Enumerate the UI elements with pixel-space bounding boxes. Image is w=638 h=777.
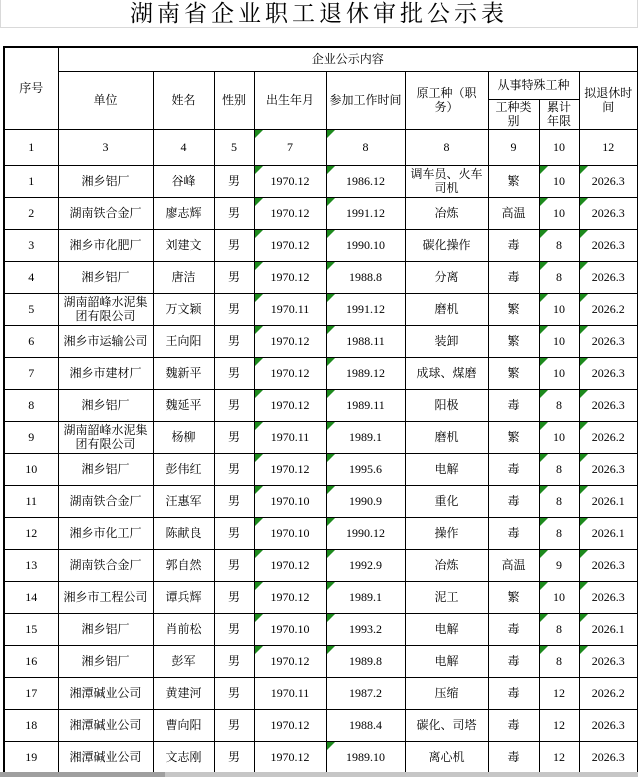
cell-work-start: 1989.1 [326,581,405,613]
cell-birth: 1970.12 [254,165,326,197]
cell-unit: 湘乡市建材厂 [58,357,153,389]
cell-special-type: 繁 [488,165,539,197]
cell-work-start: 1986.12 [326,165,405,197]
cell-special-type: 繁 [488,325,539,357]
cell-birth: 1970.10 [254,613,326,645]
cell-index: 15 [4,613,58,645]
cell-job: 装卸 [405,325,488,357]
cell-name: 汪惠军 [153,485,214,517]
cell-unit: 湘潭碱业公司 [58,741,153,773]
title-gap [0,28,638,46]
cell-special-years: 12 [539,741,579,773]
cell-index: 4 [4,261,58,293]
cell-gender: 男 [214,581,254,613]
cell-special-type: 繁 [488,357,539,389]
cell-special-type: 毒 [488,709,539,741]
col-header-retire-time: 拟退休时间 [579,71,638,129]
cell-gender: 男 [214,709,254,741]
cell-index: 2 [4,197,58,229]
cell-gender: 男 [214,517,254,549]
cell-special-type: 繁 [488,581,539,613]
table-row [4,645,638,677]
cell-retire: 2026.3 [579,645,638,677]
table-row [4,197,638,229]
cell-special-years: 8 [539,613,579,645]
cell-special-years: 8 [539,389,579,421]
cell-birth: 1970.10 [254,485,326,517]
cell-unit: 湘乡铝厂 [58,165,153,197]
cell-special-type: 繁 [488,293,539,325]
cell-unit: 湘乡铝厂 [58,389,153,421]
cell-name: 刘建文 [153,229,214,261]
col-header-work-start: 参加工作时间 [326,71,405,129]
cell-gender: 男 [214,677,254,709]
cell-special-years: 12 [539,709,579,741]
cell-gender: 男 [214,645,254,677]
cell-index: 12 [4,517,58,549]
cell-index: 5 [4,293,58,325]
cell-work-start: 1990.10 [326,229,405,261]
cell-birth: 1970.12 [254,645,326,677]
column-number-cell: 8 [326,129,405,165]
cell-gender: 男 [214,357,254,389]
page-title: 湖南省企业职工退休审批公示表 [130,1,508,26]
cell-retire: 2026.1 [579,517,638,549]
cell-special-type: 毒 [488,389,539,421]
column-number-cell: 3 [58,129,153,165]
cell-retire: 2026.3 [579,229,638,261]
cell-job: 重化 [405,485,488,517]
cell-work-start: 1987.2 [326,677,405,709]
cell-birth: 1970.12 [254,261,326,293]
cell-special-years: 10 [539,197,579,229]
cell-birth: 1970.12 [254,389,326,421]
cell-special-years: 8 [539,485,579,517]
col-header-index: 序号 [4,47,58,129]
cell-job: 阳极 [405,389,488,421]
cell-work-start: 1995.6 [326,453,405,485]
cell-special-type: 毒 [488,453,539,485]
cell-special-years: 8 [539,229,579,261]
cell-job: 碳化、司塔 [405,709,488,741]
cell-special-years: 9 [539,549,579,581]
cell-index: 17 [4,677,58,709]
column-number-cell: 4 [153,129,214,165]
cell-special-type: 毒 [488,261,539,293]
cell-birth: 1970.12 [254,229,326,261]
cell-work-start: 1988.11 [326,325,405,357]
table-row [4,357,638,389]
cell-job: 离心机 [405,741,488,773]
cell-name: 杨柳 [153,421,214,453]
cell-retire: 2026.3 [579,709,638,741]
col-header-birth: 出生年月 [254,71,326,129]
cell-special-years: 12 [539,677,579,709]
column-number-cell: 9 [488,129,539,165]
column-number-cell: 7 [254,129,326,165]
cell-name: 彭伟红 [153,453,214,485]
cell-unit: 湘乡市工程公司 [58,581,153,613]
cell-gender: 男 [214,485,254,517]
cell-special-years: 8 [539,645,579,677]
cell-name: 魏延平 [153,389,214,421]
cell-special-type: 毒 [488,485,539,517]
cell-work-start: 1988.4 [326,709,405,741]
group-header-publicity-content: 企业公示内容 [58,47,638,71]
cell-retire: 2026.2 [579,677,638,709]
cell-index: 18 [4,709,58,741]
column-number-row [4,129,638,165]
cell-job: 电解 [405,645,488,677]
col-header-special-years: 累计年限 [539,99,579,129]
cell-special-years: 10 [539,325,579,357]
col-header-special-type: 工种类别 [488,99,539,129]
cell-birth: 1970.12 [254,549,326,581]
column-number-cell: 1 [4,129,58,165]
table-row [4,613,638,645]
cell-special-type: 繁 [488,421,539,453]
table-row [4,293,638,325]
table-row [4,741,638,773]
cell-job: 电解 [405,453,488,485]
cell-special-type: 毒 [488,229,539,261]
table-row [4,677,638,709]
cell-special-type: 毒 [488,517,539,549]
cell-retire: 2026.3 [579,741,638,773]
cell-special-type: 毒 [488,645,539,677]
cell-retire: 2026.3 [579,325,638,357]
cell-work-start: 1989.10 [326,741,405,773]
column-number-cell: 12 [579,129,638,165]
col-header-name: 姓名 [153,71,214,129]
cell-birth: 1970.12 [254,325,326,357]
cell-job: 冶炼 [405,197,488,229]
cell-birth: 1970.10 [254,517,326,549]
cell-job: 冶炼 [405,549,488,581]
cell-job: 磨机 [405,293,488,325]
bottom-strip [0,772,638,777]
cell-special-type: 高温 [488,549,539,581]
cell-unit: 湖南铁合金厂 [58,485,153,517]
cell-special-years: 10 [539,293,579,325]
cell-unit: 湘乡铝厂 [58,261,153,293]
cell-name: 谷峰 [153,165,214,197]
cell-birth: 1970.12 [254,357,326,389]
cell-index: 6 [4,325,58,357]
col-header-unit: 单位 [58,71,153,129]
cell-special-years: 8 [539,453,579,485]
cell-gender: 男 [214,293,254,325]
cell-name: 谭兵辉 [153,581,214,613]
cell-gender: 男 [214,229,254,261]
cell-birth: 1970.11 [254,421,326,453]
cell-name: 廖志辉 [153,197,214,229]
cell-job: 碳化操作 [405,229,488,261]
cell-name: 魏新平 [153,357,214,389]
cell-retire: 2026.2 [579,421,638,453]
cell-gender: 男 [214,421,254,453]
cell-work-start: 1991.12 [326,293,405,325]
cell-special-type: 毒 [488,613,539,645]
cell-unit: 湘潭碱业公司 [58,709,153,741]
cell-special-type: 高温 [488,197,539,229]
table-row [4,517,638,549]
cell-name: 黄建河 [153,677,214,709]
cell-index: 1 [4,165,58,197]
cell-work-start: 1988.8 [326,261,405,293]
table-body [4,165,638,773]
cell-birth: 1970.11 [254,677,326,709]
cell-unit: 湘乡市化工厂 [58,517,153,549]
cell-retire: 2026.3 [579,197,638,229]
col-header-job: 原工种（职务） [405,71,488,129]
cell-retire: 2026.3 [579,165,638,197]
cell-index: 19 [4,741,58,773]
cell-gender: 男 [214,453,254,485]
cell-work-start: 1990.9 [326,485,405,517]
cell-index: 11 [4,485,58,517]
title-band [0,0,638,28]
table-row [4,485,638,517]
cell-special-years: 10 [539,421,579,453]
cell-gender: 男 [214,261,254,293]
table-row [4,229,638,261]
col-header-gender: 性别 [214,71,254,129]
cell-job: 分离 [405,261,488,293]
cell-special-type: 毒 [488,677,539,709]
cell-special-years: 8 [539,517,579,549]
col-header-special-work-group: 从事特殊工种 [488,71,579,99]
cell-retire: 2026.3 [579,453,638,485]
cell-name: 曹向阳 [153,709,214,741]
table-row [4,709,638,741]
cell-name: 陈献良 [153,517,214,549]
retirement-table [3,46,638,774]
cell-unit: 湘乡铝厂 [58,645,153,677]
cell-special-years: 8 [539,261,579,293]
cell-retire: 2026.2 [579,293,638,325]
cell-index: 8 [4,389,58,421]
cell-name: 郭自然 [153,549,214,581]
cell-index: 7 [4,357,58,389]
cell-birth: 1970.11 [254,293,326,325]
table-row [4,421,638,453]
cell-index: 9 [4,421,58,453]
cell-unit: 湘潭碱业公司 [58,677,153,709]
cell-work-start: 1989.11 [326,389,405,421]
cell-work-start: 1990.12 [326,517,405,549]
bottom-strip-dark [0,772,165,777]
cell-special-years: 10 [539,165,579,197]
cell-job: 泥工 [405,581,488,613]
table-row [4,581,638,613]
cell-birth: 1970.12 [254,709,326,741]
table-row [4,453,638,485]
cell-index: 10 [4,453,58,485]
cell-retire: 2026.3 [579,261,638,293]
cell-work-start: 1991.12 [326,197,405,229]
cell-name: 唐洁 [153,261,214,293]
table-row [4,549,638,581]
cell-birth: 1970.12 [254,581,326,613]
cell-special-years: 10 [539,357,579,389]
cell-index: 16 [4,645,58,677]
cell-birth: 1970.12 [254,453,326,485]
cell-unit: 湘乡市化肥厂 [58,229,153,261]
cell-index: 3 [4,229,58,261]
cell-job: 磨机 [405,421,488,453]
cell-unit: 湖南铁合金厂 [58,549,153,581]
cell-gender: 男 [214,549,254,581]
table-row [4,389,638,421]
cell-gender: 男 [214,325,254,357]
cell-retire: 2026.3 [579,357,638,389]
table-row [4,165,638,197]
cell-work-start: 1989.8 [326,645,405,677]
cell-work-start: 1992.9 [326,549,405,581]
cell-retire: 2026.1 [579,485,638,517]
cell-birth: 1970.12 [254,197,326,229]
cell-name: 肖前松 [153,613,214,645]
cell-job: 调车员、火车司机 [405,165,488,197]
cell-work-start: 1989.1 [326,421,405,453]
cell-gender: 男 [214,389,254,421]
column-number-cell: 5 [214,129,254,165]
cell-birth: 1970.12 [254,741,326,773]
cell-gender: 男 [214,197,254,229]
cell-unit: 湘乡铝厂 [58,453,153,485]
cell-job: 压缩 [405,677,488,709]
cell-job: 电解 [405,613,488,645]
cell-name: 文志刚 [153,741,214,773]
cell-job: 成球、煤磨 [405,357,488,389]
column-number-cell: 10 [539,129,579,165]
cell-unit: 湖南铁合金厂 [58,197,153,229]
cell-unit: 湖南韶峰水泥集团有限公司 [58,293,153,325]
cell-index: 14 [4,581,58,613]
cell-retire: 2026.3 [579,549,638,581]
cell-gender: 男 [214,613,254,645]
cell-special-years: 10 [539,581,579,613]
cell-name: 万文颖 [153,293,214,325]
cell-name: 王向阳 [153,325,214,357]
cell-name: 彭军 [153,645,214,677]
table-row [4,325,638,357]
cell-gender: 男 [214,741,254,773]
cell-retire: 2026.3 [579,581,638,613]
cell-job: 操作 [405,517,488,549]
table-row [4,261,638,293]
cell-retire: 2026.1 [579,613,638,645]
cell-unit: 湘乡市运输公司 [58,325,153,357]
cell-work-start: 1989.12 [326,357,405,389]
cell-gender: 男 [214,165,254,197]
cell-special-type: 毒 [488,741,539,773]
cell-index: 13 [4,549,58,581]
cell-work-start: 1993.2 [326,613,405,645]
cell-retire: 2026.3 [579,389,638,421]
column-number-cell: 8 [405,129,488,165]
cell-unit: 湖南韶峰水泥集团有限公司 [58,421,153,453]
cell-unit: 湘乡铝厂 [58,613,153,645]
